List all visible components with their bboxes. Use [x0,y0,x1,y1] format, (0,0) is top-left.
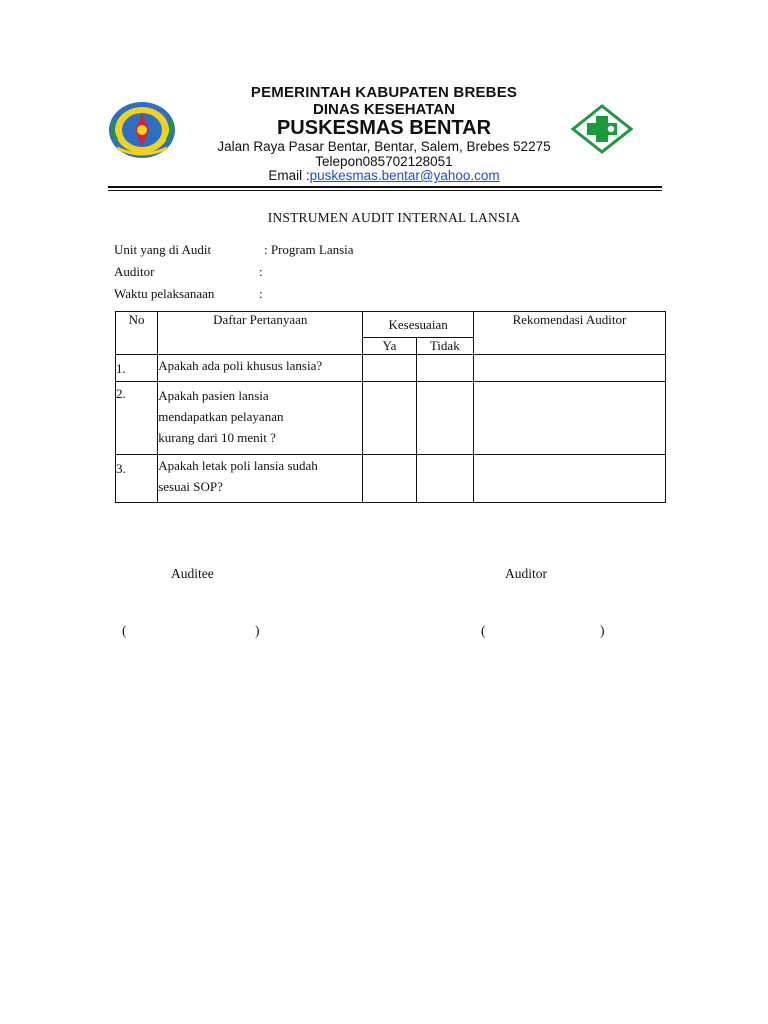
row-number: 1. [116,355,158,382]
institution-name: PUSKESMAS BENTAR [276,117,492,139]
header-yes: Ya [363,338,416,355]
question-cell [158,382,363,455]
question-line: sesuai SOP? [158,479,223,494]
recommendation-cell[interactable] [473,382,665,455]
auditor-signature-close: ) [600,623,605,638]
auditee-signature-close: ) [255,623,260,638]
government-name: PEMERINTAH KABUPATEN BREBES [250,84,518,101]
yes-cell[interactable] [363,455,416,503]
question-line: kurang dari 10 menit ? [158,430,276,445]
table-row [116,455,666,503]
auditor-signature-open: ( [481,623,486,638]
meta-label-unit: Unit yang di Audit [114,242,212,257]
row-number: 3. [116,455,158,503]
document-title: INSTRUMEN AUDIT INTERNAL LANSIA [267,210,521,225]
question-line: mendapatkan pelayanan [158,409,284,424]
question-cell [158,355,363,382]
yes-cell[interactable] [363,382,416,455]
table-row [116,355,666,382]
header-no: No [116,312,158,355]
audit-table [115,311,666,503]
email-label: Email : [268,168,310,183]
auditee-signature-open: ( [122,623,127,638]
no-answer-cell[interactable] [416,455,473,503]
email-link[interactable]: puskesmas.bentar@yahoo.com [309,168,500,183]
no-answer-cell[interactable] [416,382,473,455]
no-answer-cell[interactable] [416,355,473,382]
recommendation-cell[interactable] [473,355,665,382]
meta-label-auditor: Auditor [114,264,155,279]
header-no-answer: Tidak [416,338,473,355]
auditor-label: Auditor [505,566,547,581]
header-conformity: Kesesuaian [363,312,474,338]
header-recommendation: Rekomendasi Auditor [473,312,665,355]
address: Jalan Raya Pasar Bentar, Bentar, Salem, Brebes 52275 [217,139,551,154]
table-row [116,382,666,455]
meta-value-time: : [259,286,263,301]
meta-label-time: Waktu pelaksanaan [114,286,215,301]
question-cell [158,455,363,503]
yes-cell[interactable] [363,355,416,382]
question-line: Apakah letak poli lansia sudah [158,458,318,473]
meta-value-auditor: : [259,264,263,279]
header-question: Daftar Pertanyaan [158,312,363,355]
letterhead-rule-thin [108,190,662,191]
recommendation-cell[interactable] [473,455,665,503]
department-name: DINAS KESEHATAN [313,101,455,118]
email-line [0,168,768,183]
letterhead-rule-thick [108,186,662,188]
question-line: Apakah pasien lansia [158,388,269,403]
table-header-row [116,312,666,338]
row-number: 2. [116,382,158,455]
question-line: Apakah ada poli khusus lansia? [158,358,323,373]
phone: Telepon085702128051 [315,154,453,169]
auditee-label: Auditee [171,566,214,581]
meta-value-unit: : Program Lansia [264,242,354,257]
